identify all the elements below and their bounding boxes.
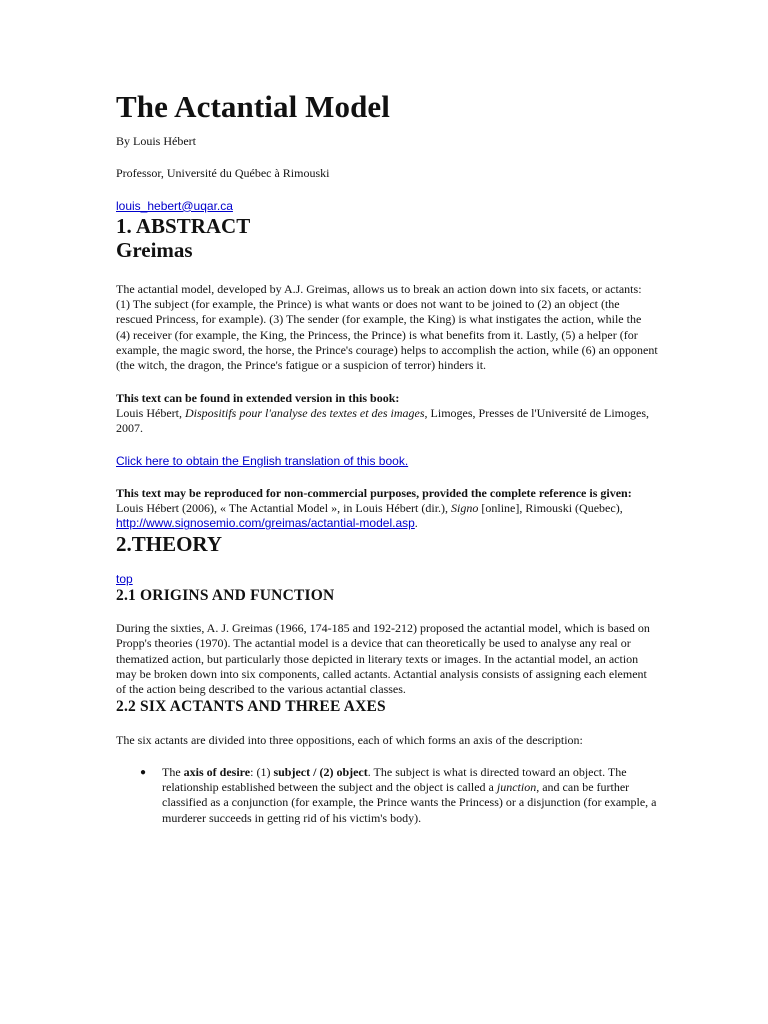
book-note-publisher: , Limoges, Presses de l'Université de Limoges, 2007. — [116, 405, 649, 436]
axis-slash: / (2) — [310, 764, 337, 779]
reproduction-note — [116, 486, 658, 532]
book-note-heading: This text can be found in extended version in this book: — [116, 390, 400, 405]
axis-desire-mid: : (1) — [250, 764, 274, 779]
axis-junction-term: junction — [496, 780, 537, 795]
abstract-paragraph: The actantial model, developed by A.J. Greimas, allows us to break an action down into six facets, or actants: (1) The subject (for example, the Prince) is what wants or does not want to be joined to (2) an object (the rescued Princess, for example). (3) The sender (for example, the King) is what instigates the action, while the (4) receiver (for example, the King, the Princess, the Prince) is what benefits from it. Lastly, (5) a helper (for example, the magic sword, the horse, the Prince's courage) helps to accomplish the action, while (6) an opponent (the witch, the dragon, the Prince's fatigue or a suspicion of terror) hinders it. — [116, 281, 658, 373]
axis-desire-label: axis of desire — [183, 764, 251, 779]
abstract-heading: 1. ABSTRACT — [116, 213, 251, 238]
list-item — [140, 764, 658, 826]
axes-heading: 2.2 SIX ACTANTS AND THREE AXES — [116, 697, 386, 715]
translation-link[interactable]: Click here to obtain the English translation of this book. — [116, 453, 409, 468]
origins-heading: 2.1 ORIGINS AND FUNCTION — [116, 587, 335, 605]
theory-heading: 2.THEORY — [116, 531, 223, 556]
axis-subject-label: subject — [273, 764, 311, 779]
axis-object-label: object — [336, 764, 368, 779]
axis-desire-end: , and can be further classified as a conjunction (for example, the Prince wants the Princess) or a disjunction (for example, a murderer succeeds in getting rid of his victim's body). — [162, 780, 657, 825]
reproduction-ref-b: [online], Rimouski (Quebec), — [478, 501, 623, 516]
reproduction-heading: This text may be reproduced for non-commercial purposes, provided the complete reference is given: — [116, 485, 632, 500]
reproduction-ref-a: Louis Hébert (2006), « The Actantial Model », in Louis Hébert (dir.), — [116, 501, 452, 516]
axis-desire-text: . The subject is what is directed toward an object. The relationship established between the subject and the object is called a — [162, 764, 627, 795]
reproduction-ref-end: . — [414, 516, 418, 531]
reproduction-ref-signo: Signo — [451, 501, 479, 516]
translation-line — [116, 454, 658, 469]
reproduction-url-link[interactable]: http://www.signosemio.com/greimas/actantial-model.asp — [116, 516, 415, 531]
page-title: The Actantial Model — [116, 89, 390, 124]
greimas-heading: Greimas — [116, 237, 193, 262]
bullet-icon: ● — [140, 766, 147, 778]
byline: By Louis Hébert — [116, 134, 196, 148]
axes-list — [116, 765, 658, 826]
axis-desire-pre: The — [162, 764, 184, 779]
book-note-title: Dispositifs pour l'analyse des textes et des images — [184, 405, 425, 420]
email-line — [116, 199, 658, 214]
axes-paragraph: The six actants are divided into three oppositions, each of which forms an axis of the description: — [116, 732, 583, 747]
email-link[interactable]: louis_hebert@uqar.ca — [116, 198, 233, 213]
top-link[interactable]: top — [116, 571, 133, 586]
book-note — [116, 391, 658, 437]
origins-paragraph: During the sixties, A. J. Greimas (1966, 174-185 and 192-212) proposed the actantial model, which is based on Propp's theories (1970). The actantial model is a device that can theoretically be used to analyse any real or thematized action, but particularly those depicted in literary texts or images. In the actantial model, an action may be broken down into six components, called actants. Actantial analysis consists of assigning each element of the action being described to the various actantial classes. — [116, 621, 650, 697]
affiliation: Professor, Université du Québec à Rimouski — [116, 166, 330, 181]
book-note-author: Louis Hébert, — [116, 405, 185, 420]
top-link-line — [116, 572, 658, 587]
